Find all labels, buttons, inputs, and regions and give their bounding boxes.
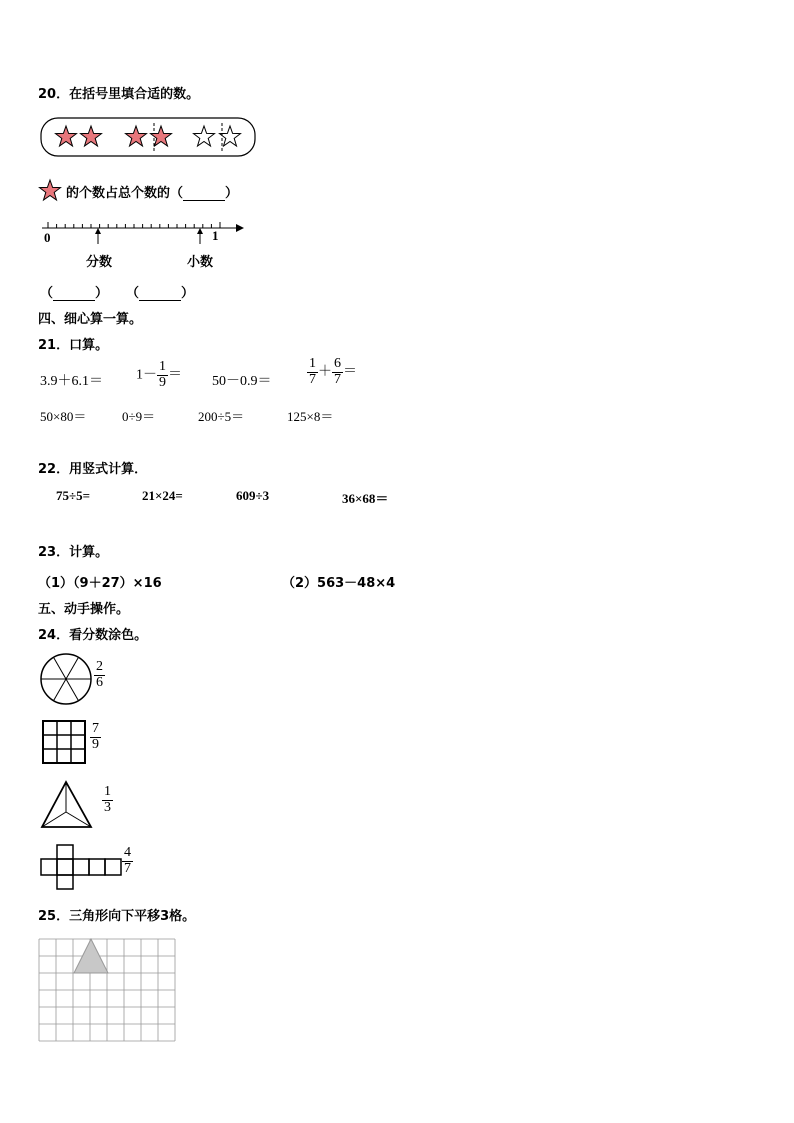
section-4-title: 四、细心算一算。: [38, 312, 143, 327]
star-icon: [81, 126, 102, 146]
q21-item: 50－0.9＝: [212, 374, 272, 389]
q23-item-2: （2）563－48×4: [282, 576, 396, 591]
cube-net-shape[interactable]: [40, 844, 124, 892]
label-decimal: 小数: [187, 255, 214, 270]
section-5-title: 五、动手操作。: [38, 602, 130, 617]
numberline-end: 1: [212, 228, 219, 243]
q22-item: 21×24=: [142, 488, 183, 503]
q22-item: 609÷3: [236, 488, 270, 503]
fraction: $\frac{1}{9}$: [159, 359, 166, 390]
q20-question: 的个数占总个数的（ ）: [66, 186, 239, 201]
answer-blank[interactable]: [183, 188, 225, 201]
q22-item: 36×68＝: [342, 491, 389, 506]
q22-item: 75÷5=: [56, 488, 91, 503]
q21-item: 0÷9＝: [122, 409, 156, 424]
fraction: $\frac{6}{7}$: [334, 356, 341, 387]
star-icon: [220, 126, 241, 146]
q21-item: 3.9＋6.1＝: [40, 374, 103, 389]
translation-grid[interactable]: [38, 938, 178, 1044]
q21-item: $\frac{1}{7}$ ＋ $\frac{6}{7}$ ＝: [309, 356, 357, 387]
q21-item: 200÷5＝: [198, 409, 245, 424]
q23-title: 23．计算。: [38, 545, 109, 560]
numberline-start: 0: [44, 230, 51, 245]
q20-title: 20．在括号里填合适的数。: [38, 87, 200, 102]
answer-blank[interactable]: [53, 288, 95, 301]
q21-item: 125×8＝: [287, 409, 334, 424]
fraction: $\frac{1}{7}$: [309, 356, 316, 387]
circle-shape[interactable]: [40, 653, 92, 705]
number-line: [40, 220, 250, 250]
star-icon: [194, 126, 215, 146]
star-group: [56, 126, 241, 146]
star-icon: [126, 126, 147, 146]
q25-title: 25．三角形向下平移3格。: [38, 909, 196, 924]
answer-decimal: （ ）: [126, 286, 195, 301]
label-fraction: 分数: [86, 255, 113, 270]
triangle-shape[interactable]: [40, 780, 96, 830]
star-icon: [38, 178, 62, 202]
q23-item-1: （1）（9＋27）×16: [38, 576, 162, 591]
fraction: $\frac{4}{7}$: [124, 845, 131, 876]
q22-title: 22．用竖式计算．: [38, 462, 148, 477]
grid-shape[interactable]: [42, 720, 88, 766]
answer-blank[interactable]: [139, 288, 181, 301]
fraction: $\frac{7}{9}$: [92, 721, 99, 752]
answer-fraction: （ ）: [40, 286, 109, 301]
q21-item: 1－ $\frac{1}{9}$ ＝: [136, 359, 182, 390]
fraction: $\frac{1}{3}$: [104, 784, 111, 815]
q21-title: 21．口算。: [38, 338, 109, 353]
q21-item: 50×80＝: [40, 409, 87, 424]
fraction: $\frac{2}{6}$: [96, 659, 103, 690]
q24-title: 24．看分数涂色。: [38, 628, 148, 643]
star-box: [40, 117, 258, 159]
star-icon: [56, 126, 77, 146]
